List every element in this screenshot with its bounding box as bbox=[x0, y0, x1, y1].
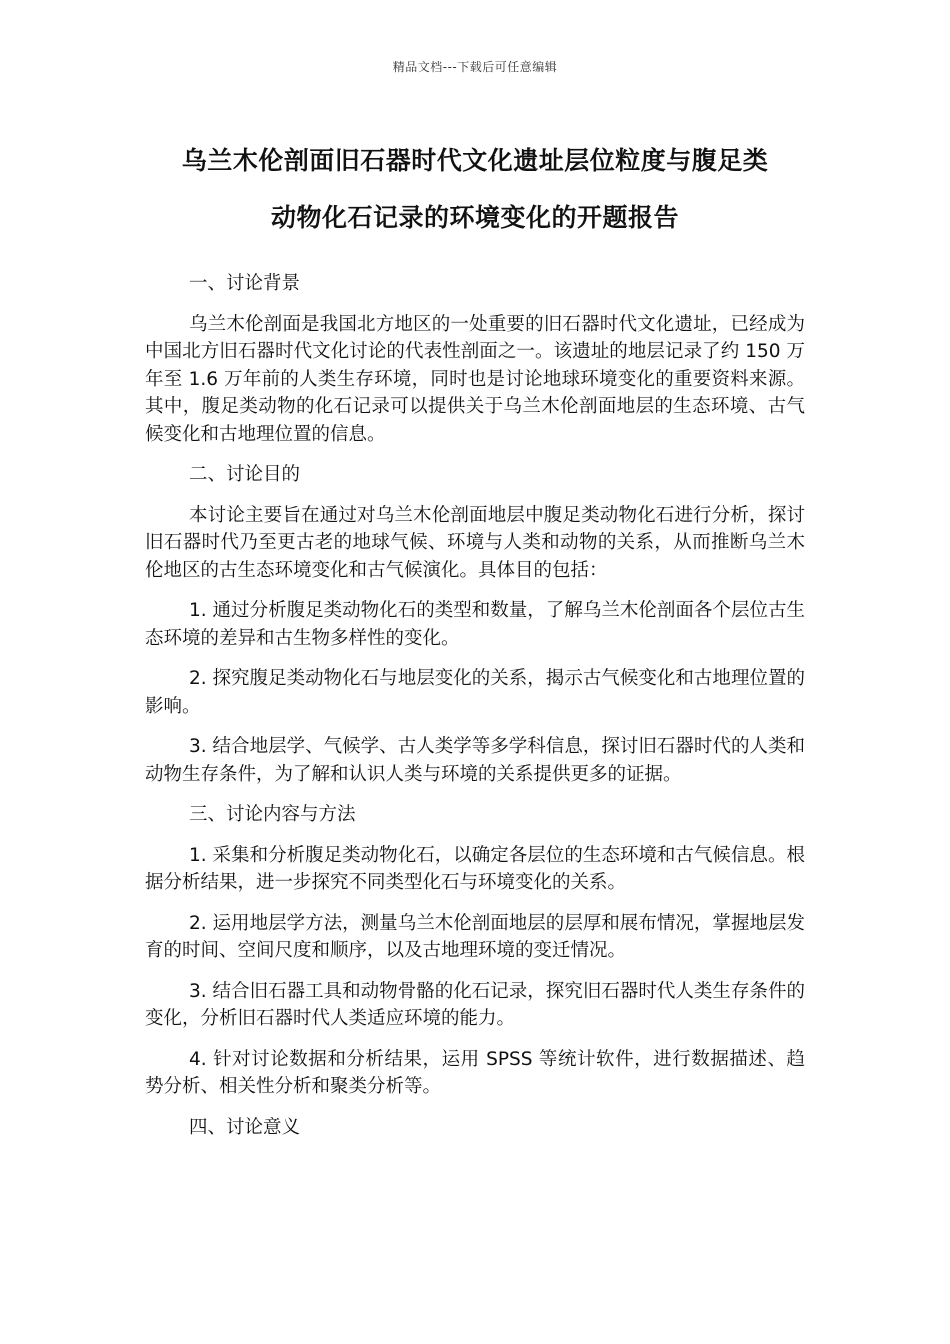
paragraph-purpose-item-1: 1. 通过分析腹足类动物化石的类型和数量，了解乌兰木伦剖面各个层位古生态环境的差异和古生物多样性的变化。 bbox=[145, 600, 805, 649]
document-title bbox=[130, 132, 820, 246]
section-heading-significance: 四、讨论意义 bbox=[189, 1116, 301, 1138]
paragraph-method-item-2: 2. 运用地层学方法，测量乌兰木伦剖面地层的层厚和展布情况，掌握地层发育的时间、空间尺度和顺序，以及古地理环境的变迁情况。 bbox=[145, 912, 805, 961]
paragraph-background: 乌兰木伦剖面是我国北方地区的一处重要的旧石器时代文化遗址，已经成为中国北方旧石器时代文化讨论的代表性剖面之一。该遗址的地层记录了约 150 万年至 1.6 万年前的人类生存环境，同时也是讨论地球环境变化的重要资料来源。其中，腹足类动物的化石记录可以提供关于乌兰木伦剖面地层的生态环境、古气候变化和古地理位置的信息。 bbox=[145, 313, 805, 445]
document-title-line-2: 动物化石记录的环境变化的开题报告 bbox=[270, 203, 679, 232]
document-body bbox=[145, 270, 805, 1154]
document-title-line-1: 乌兰木伦剖面旧石器时代文化遗址层位粒度与腹足类 bbox=[181, 146, 769, 175]
page-header-note: 精品文档---下载后可任意编辑 bbox=[392, 60, 558, 74]
section-heading-purpose: 二、讨论目的 bbox=[189, 464, 301, 485]
section-heading-background: 一、讨论背景 bbox=[189, 273, 301, 294]
paragraph-purpose-item-3: 3. 结合地层学、气候学、古人类学等多学科信息，探讨旧石器时代的人类和动物生存条件，为了解和认识人类与环境的关系提供更多的证据。 bbox=[145, 736, 805, 785]
paragraph-method-item-1: 1. 采集和分析腹足类动物化石，以确定各层位的生态环境和古气候信息。根据分析结果，进一步探究不同类型化石与环境变化的关系。 bbox=[145, 844, 805, 893]
paragraph-method-item-3: 3. 结合旧石器工具和动物骨骼的化石记录，探究旧石器时代人类生存条件的变化，分析旧石器时代人类适应环境的能力。 bbox=[145, 980, 805, 1029]
paragraph-purpose-item-2: 2. 探究腹足类动物化石与地层变化的关系，揭示古气候变化和古地理位置的影响。 bbox=[145, 668, 805, 717]
paragraph-purpose-intro: 本讨论主要旨在通过对乌兰木伦剖面地层中腹足类动物化石进行分析，探讨旧石器时代乃至更古老的地球气候、环境与人类和动物的关系，从而推断乌兰木伦地区的古生态环境变化和古气候演化。具体目的包括： bbox=[145, 504, 805, 581]
section-heading-content-methods: 三、讨论内容与方法 bbox=[189, 804, 356, 825]
paragraph-method-item-4: 4. 针对讨论数据和分析结果，运用 SPSS 等统计软件，进行数据描述、趋势分析、相关性分析和聚类分析等。 bbox=[145, 1048, 805, 1097]
